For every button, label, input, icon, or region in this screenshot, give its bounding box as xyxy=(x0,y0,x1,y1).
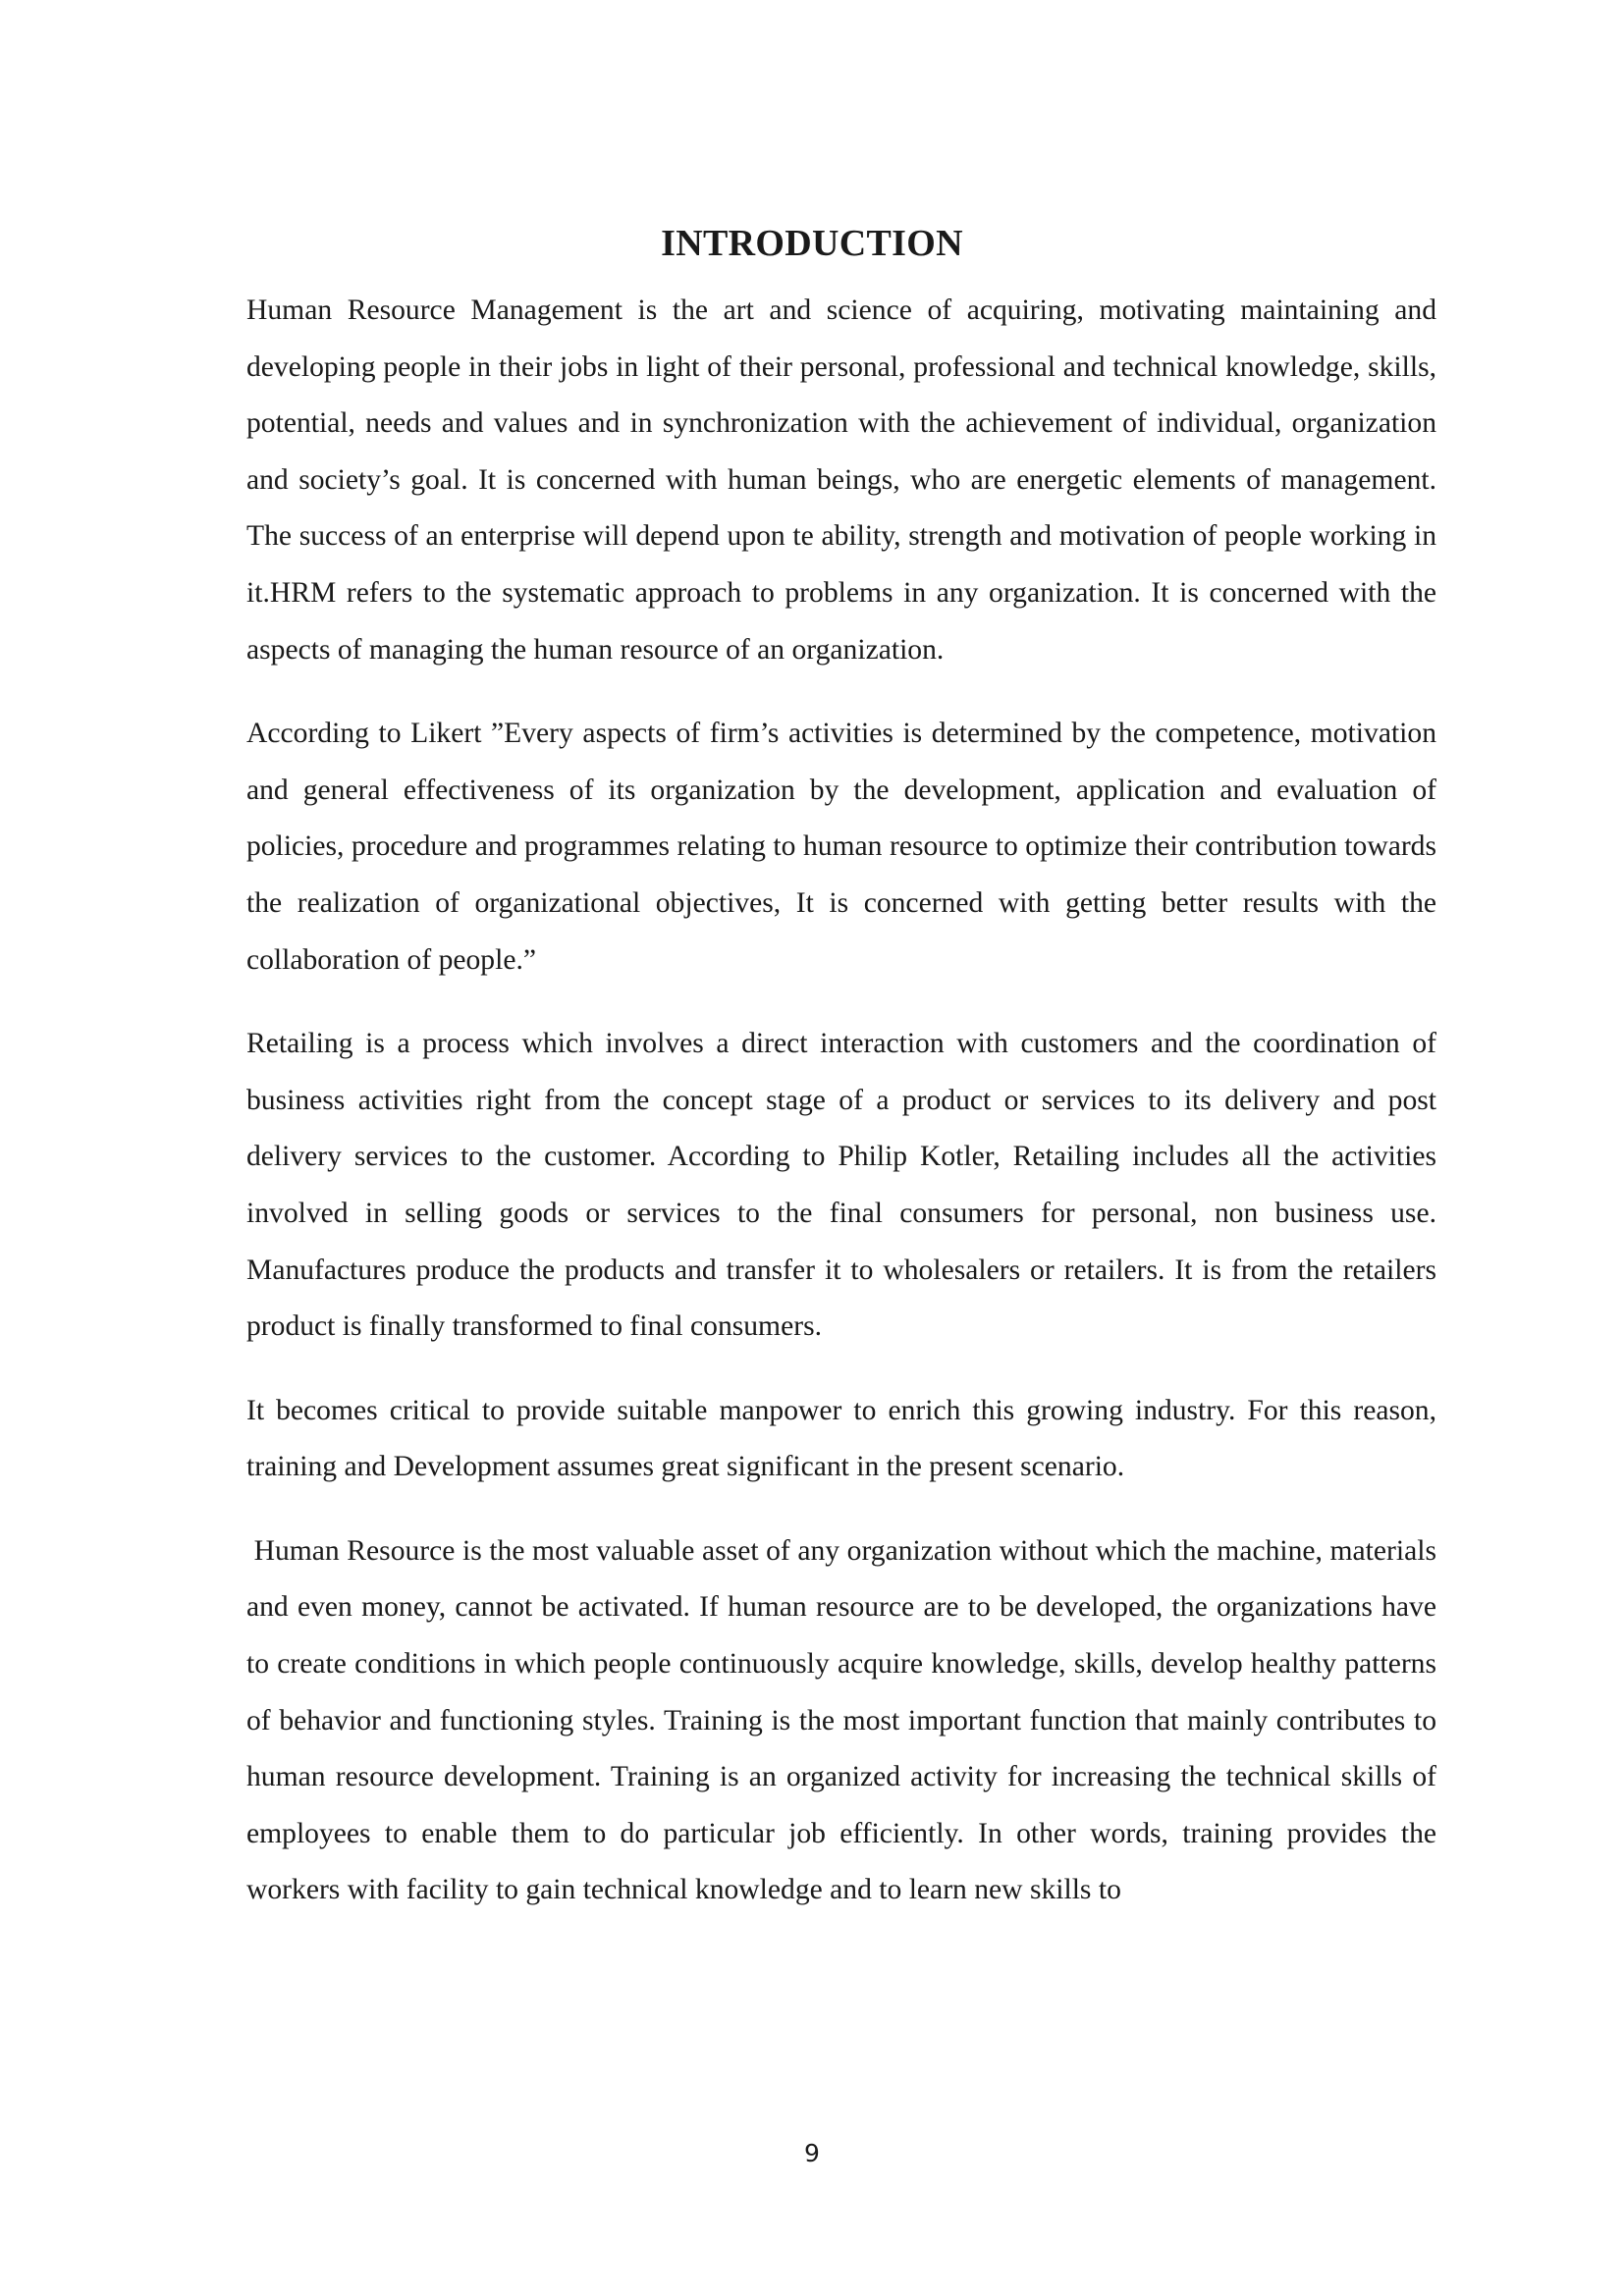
paragraph-human-resource-asset: Human Resource is the most valuable asset of any organization without which the machine, materials and even money, cannot be activated. If human resource are to be developed, the organizations have to create conditions in which people continuously acquire knowledge, skills, develop healthy patterns of behavior and functioning styles. Training is the most important function that mainly contributes to human resource development. Training is an organized activity for increasing the technical skills of employees to enable them to do particular job efficiently. In other words, training provides the workers with facility to gain technical knowledge and to learn new skills to xyxy=(246,1534,1444,1906)
paragraph-retailing: Retailing is a process which involves a direct interaction with customers and the coordination of business activities right from the concept stage of a product or services to its delivery and post delivery services to the customer. According to Philip Kotler, Retailing includes all the activities involved in selling goods or services to the final consumers for personal, non business use. Manufactures produce the products and transfer it to wholesalers or retailers. It is from the retailers product is finally transformed to final consumers. xyxy=(246,1028,1436,1343)
page-title: INTRODUCTION xyxy=(661,223,963,265)
body-text xyxy=(246,283,1444,1947)
paragraph-likert-quote: According to Likert ”Every aspects of firm’s activities is determined by the competence, motivation and general effectiveness of its organization by the development, application and evaluation of policies, procedure and programmes relating to human resource to optimize their contribution towards the realization of organizational objectives, It is concerned with getting better results with the collaboration of people.” xyxy=(246,718,1436,976)
paragraph-hrm-definition: Human Resource Management is the art and science of acquiring, motivating maintaining and developing people in their jobs in light of their personal, professional and technical knowledge, skills, potential, needs and values and in synchronization with the achievement of individual, organization and society’s goal. It is concerned with human beings, who are energetic elements of management. The success of an enterprise will depend upon te ability, strength and motivation of people working in it.HRM refers to the systematic approach to problems in any organization. It is concerned with the aspects of managing the human resource of an organization. xyxy=(246,294,1436,666)
paragraph-manpower: It becomes critical to provide suitable manpower to enrich this growing industry. For this reason, training and Development assumes great significant in the present scenario. xyxy=(246,1394,1436,1483)
page-number: 9 xyxy=(804,2139,820,2167)
